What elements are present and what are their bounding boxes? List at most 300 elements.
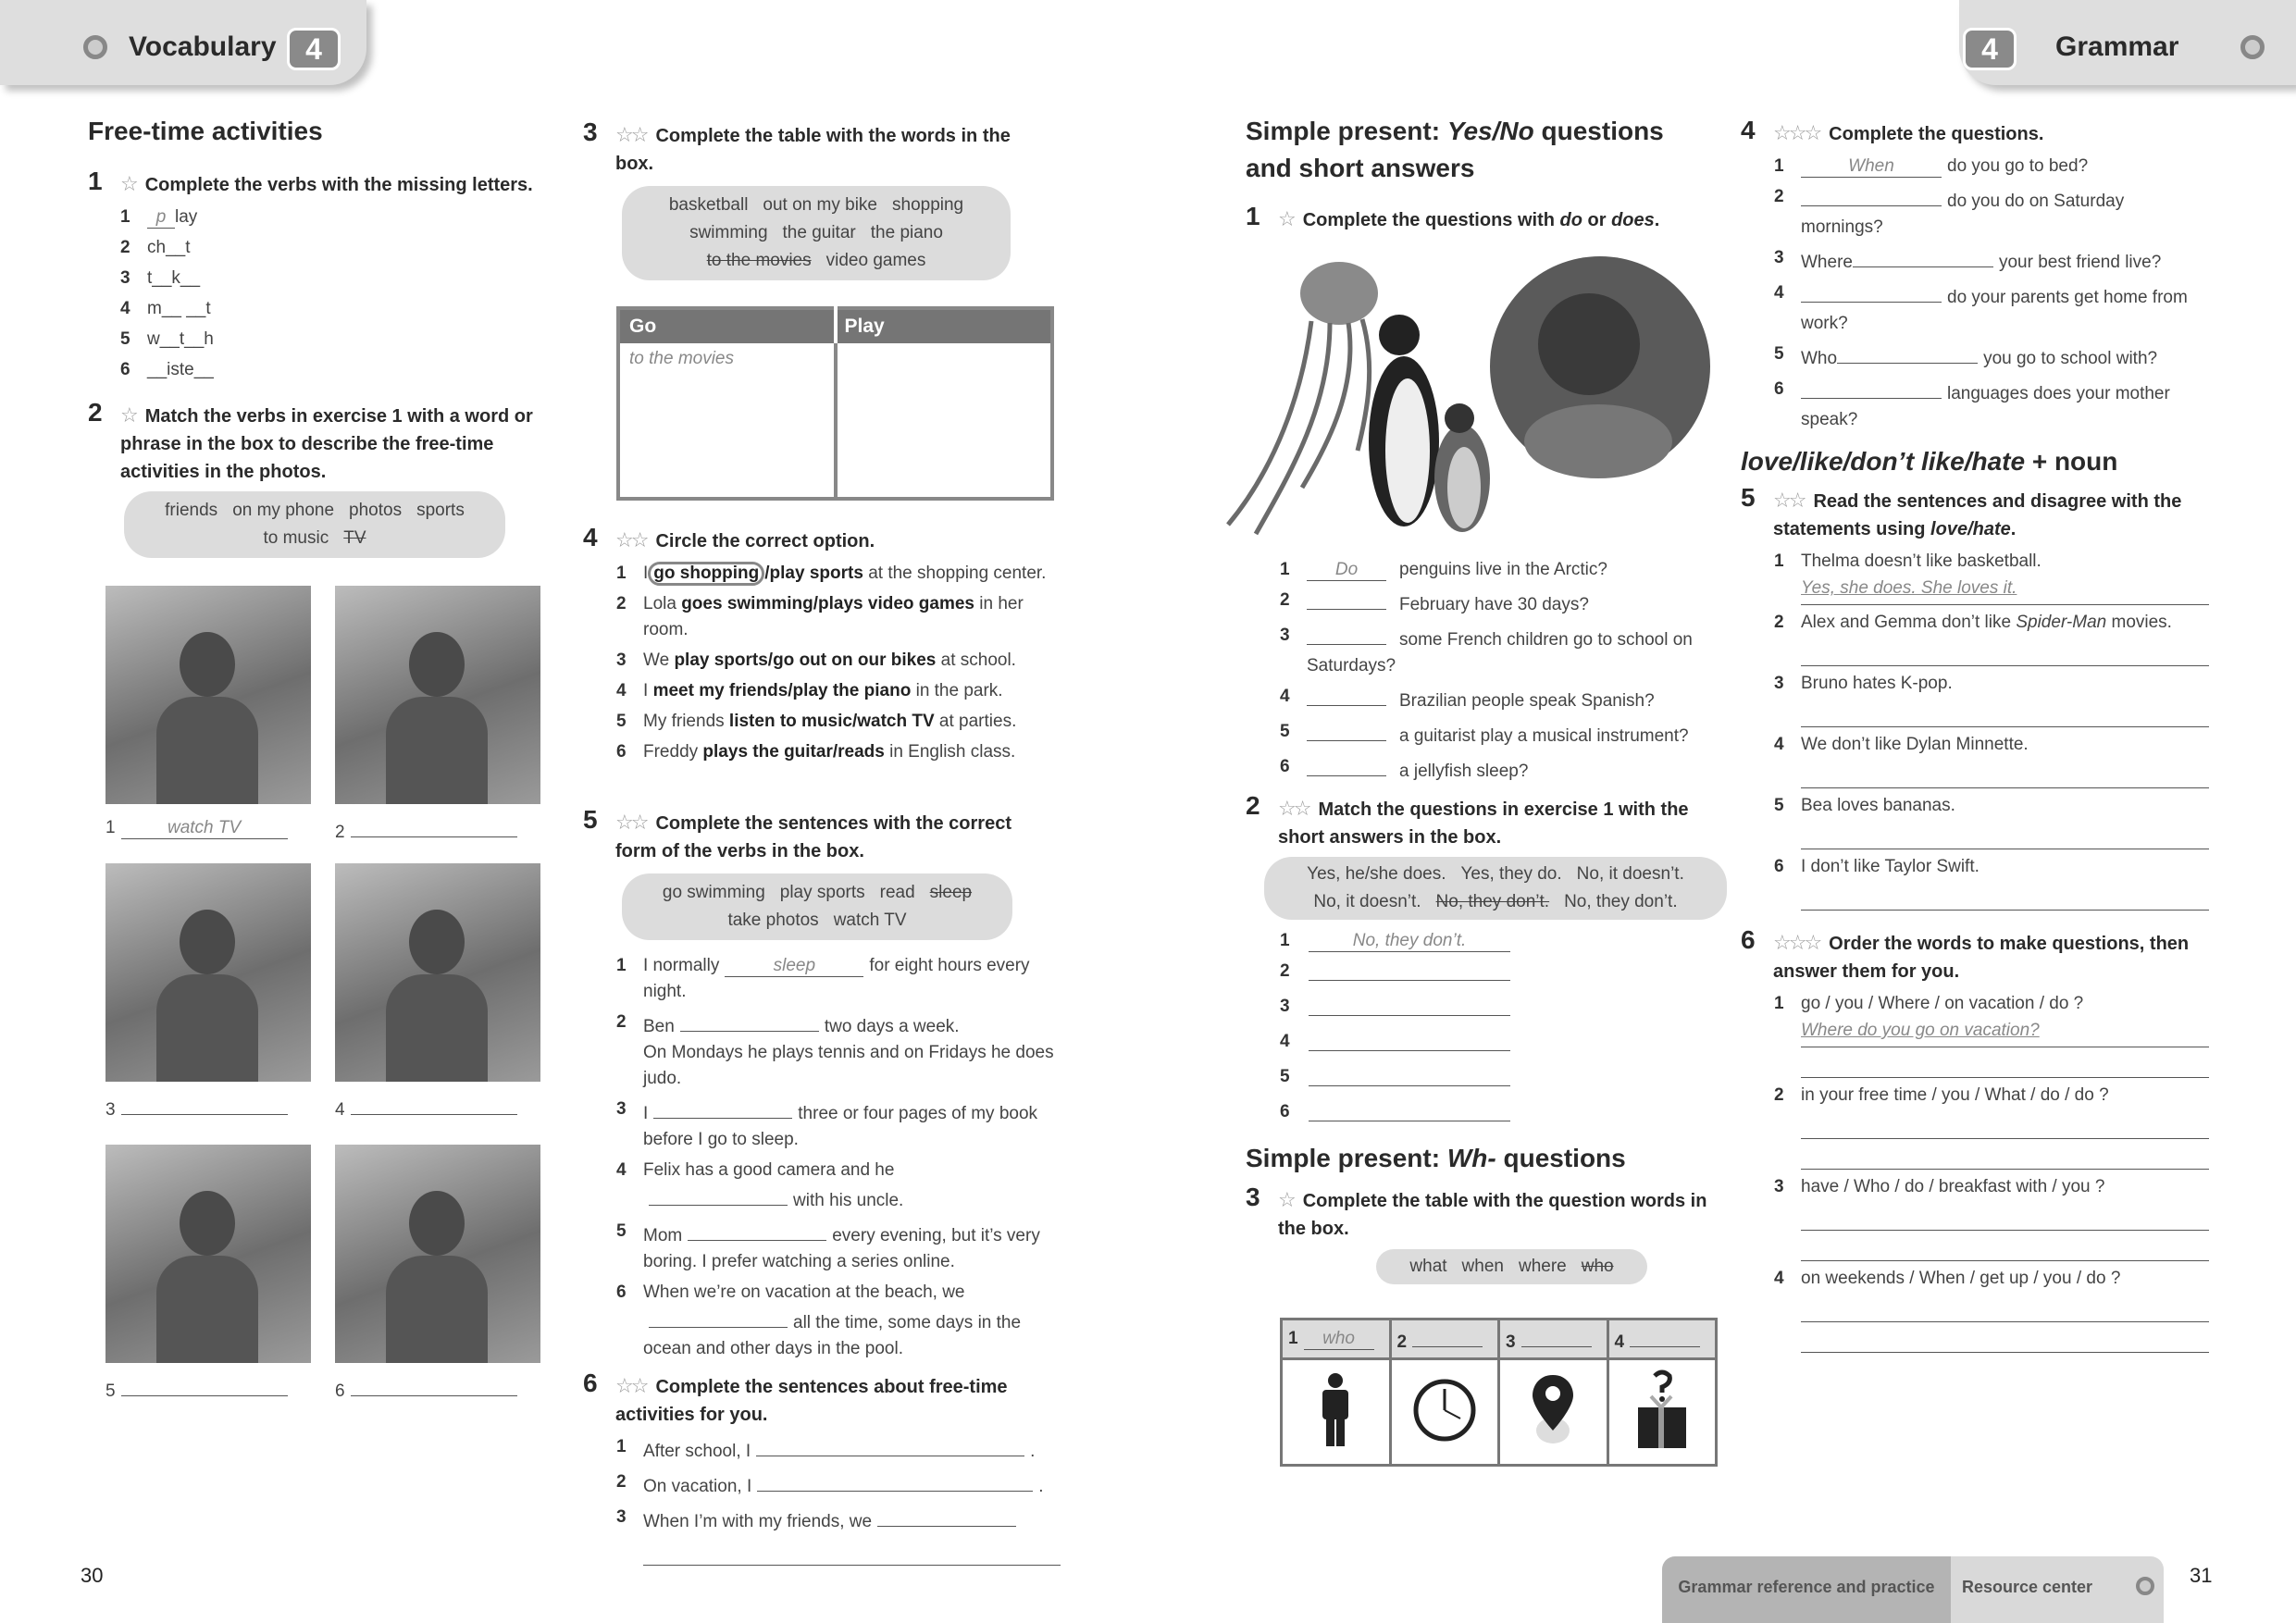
box-word: where <box>1518 1257 1567 1276</box>
item-body <box>1801 253 2161 272</box>
item-text: t__k__ <box>147 268 201 288</box>
item-number: 3 <box>1506 1332 1516 1352</box>
answer-blank[interactable]: p <box>147 206 175 229</box>
list-item <box>616 1280 1061 1362</box>
item-text: questions <box>1533 117 1664 145</box>
answer-line[interactable] <box>1801 1200 2209 1231</box>
answer-line[interactable] <box>643 1535 1061 1566</box>
item-text: questions <box>1496 1144 1626 1172</box>
answer-blank[interactable] <box>1307 623 1386 645</box>
item-number: 5 <box>1774 796 1784 815</box>
item-body <box>1801 551 2042 571</box>
exercise-number: 6 <box>583 1369 598 1397</box>
option-text: /play sports <box>764 564 863 583</box>
item-body <box>1307 1001 1510 1021</box>
answer-line[interactable] <box>1801 697 2209 727</box>
answer-line[interactable] <box>1801 880 2209 911</box>
item-body <box>643 1477 1044 1496</box>
answer-line[interactable] <box>1801 819 2209 849</box>
exercise-number: 4 <box>583 523 598 551</box>
item-body <box>1801 613 2172 632</box>
box-word: basketball <box>668 195 749 215</box>
item-body <box>1801 857 1980 876</box>
item-number: 3 <box>1280 997 1290 1016</box>
answer-blank[interactable] <box>1801 184 1942 206</box>
location-pin-icon <box>1530 1432 1576 1451</box>
ring-icon <box>2136 1577 2154 1595</box>
list-item <box>616 1434 1061 1465</box>
table-cell-play[interactable] <box>836 343 1053 499</box>
exercise-number: 3 <box>1246 1183 1260 1211</box>
exercise-5-instruction <box>1741 483 2222 543</box>
item-number: 1 <box>120 207 130 227</box>
list-item <box>1280 928 1650 954</box>
item-body <box>643 1282 1021 1358</box>
item-text: Complete the verbs with the missing letters. <box>144 175 533 195</box>
difficulty-star-icon: ☆ <box>120 172 136 195</box>
word-box <box>622 186 1011 280</box>
item-body <box>1801 1085 2109 1105</box>
item-text: two days a week. <box>824 1017 960 1036</box>
list-item <box>1774 854 2209 911</box>
table-header-go: Go <box>618 308 836 343</box>
answer-blank[interactable] <box>680 1010 819 1032</box>
person-silhouette <box>409 910 465 974</box>
item-body <box>1801 156 2088 176</box>
difficulty-star-icon: ☆ <box>120 403 136 427</box>
go-play-table <box>616 306 1054 501</box>
box-word: swimming <box>689 223 768 242</box>
illustration-group <box>1200 256 1719 543</box>
box-word: the guitar <box>782 223 856 242</box>
list-item <box>616 648 1061 674</box>
table-header-cell <box>1390 1319 1499 1359</box>
difficulty-star-icon: ☆☆ <box>615 123 647 146</box>
answer-blank[interactable] <box>688 1219 826 1241</box>
list-item <box>1774 1083 2209 1170</box>
item-number: 1 <box>1774 994 1784 1013</box>
item-body <box>643 681 1003 700</box>
answer-blank[interactable] <box>351 1093 517 1115</box>
item-number: 3 <box>1280 626 1290 645</box>
difficulty-star-icon: ☆☆ <box>615 811 647 834</box>
item-text: Alex and Gemma don’t like <box>1801 613 2017 632</box>
answer-blank[interactable] <box>1853 245 1993 267</box>
person-silhouette <box>386 974 488 1082</box>
item-body <box>147 268 200 288</box>
item-text: February have 30 days? <box>1399 595 1589 614</box>
list-item <box>1774 732 2209 788</box>
exercise-number: 1 <box>88 167 103 195</box>
list-item <box>1280 1064 1650 1095</box>
item-number: 5 <box>1774 344 1784 364</box>
answer-blank[interactable] <box>877 1505 1016 1527</box>
photo-grid <box>105 586 540 1414</box>
item-body <box>1307 726 1689 746</box>
list-item <box>120 266 509 291</box>
table-icon-cell <box>1390 1359 1499 1466</box>
item-text: for eight hours every night. <box>643 956 1030 1001</box>
item-body <box>1307 1036 1510 1056</box>
box-word: to the movies <box>706 251 812 270</box>
exercise-3-instruction <box>583 118 1036 178</box>
item-body <box>643 1512 1016 1531</box>
item-text: Bea loves bananas. <box>1801 796 1955 815</box>
italic-text: Wh- <box>1446 1144 1496 1172</box>
option-text: plays the guitar/reads <box>702 742 885 762</box>
answer-blank[interactable] <box>1307 588 1386 610</box>
answer-blank[interactable] <box>1837 341 1978 364</box>
item-text: Circle the correct option. <box>655 531 875 551</box>
item-number: 1 <box>105 818 116 837</box>
item-text: Ben <box>643 1017 675 1036</box>
item-number: 5 <box>616 712 627 731</box>
item-number: 4 <box>120 299 130 318</box>
person-icon <box>1317 1432 1354 1451</box>
box-word: No, they don’t. <box>1435 892 1550 911</box>
photo-caption <box>105 1374 293 1405</box>
item-number: 2 <box>616 594 627 613</box>
list-item <box>616 678 1061 704</box>
item-number: 1 <box>1280 931 1290 950</box>
exercise-number: 2 <box>88 398 103 427</box>
list-item <box>616 1219 1061 1275</box>
answer-blank[interactable] <box>351 815 517 837</box>
exercise-4-list <box>616 561 1061 770</box>
answer-blank[interactable] <box>351 1374 517 1396</box>
section-heading <box>1246 1140 1727 1177</box>
section-heading <box>1246 113 1727 187</box>
box-word: out on my bike <box>763 195 877 215</box>
page-title: Free-time activities <box>88 117 323 145</box>
answer-blank[interactable] <box>649 1306 788 1328</box>
list-item <box>616 1505 1061 1566</box>
grammar-tab <box>1959 0 2296 85</box>
resource-center-tab[interactable]: Resource center <box>1951 1556 2127 1623</box>
list-item <box>616 739 1061 765</box>
exercise-number: 2 <box>1246 791 1260 820</box>
answer-blank[interactable] <box>1309 1029 1510 1051</box>
list-item <box>1774 991 2209 1078</box>
item-text: On vacation, I <box>643 1477 752 1496</box>
exercise-1-list <box>1280 557 1724 789</box>
list-item <box>120 296 509 322</box>
item-text: I <box>643 564 649 583</box>
box-word: sleep <box>929 883 973 902</box>
answer-line[interactable] <box>1801 758 2209 788</box>
item-text: at the shopping center. <box>863 564 1047 583</box>
item-number: 2 <box>1774 187 1784 206</box>
item-body <box>1801 192 2124 237</box>
item-text: Simple present: <box>1246 117 1447 145</box>
item-text: Lola <box>643 594 682 613</box>
item-number: 2 <box>1396 1332 1408 1352</box>
item-body <box>1307 762 1528 781</box>
item-body <box>1307 691 1655 711</box>
exercise-6-list <box>1774 991 2209 1357</box>
answer-blank[interactable] <box>121 1374 288 1396</box>
activity-photo-2 <box>335 586 540 804</box>
item-text: Complete the table with the question words in the box. <box>1278 1191 1707 1239</box>
italic-text: does <box>1611 210 1655 230</box>
option-text: play sports/go out on our bikes <box>674 650 937 670</box>
box-word: when <box>1461 1257 1504 1276</box>
list-item <box>1280 1029 1650 1059</box>
item-text: Order the words to make questions, then answer them for you. <box>1773 934 2190 982</box>
item-text: three or four pages of my book before I go to sleep. <box>643 1104 1038 1149</box>
answer-line[interactable] <box>1801 1139 2209 1170</box>
item-number: 6 <box>616 742 627 762</box>
answer-line[interactable]: Where do you go on vacation? <box>1801 1017 2209 1047</box>
answer-line[interactable] <box>1801 1047 2209 1078</box>
answer-line[interactable] <box>1801 1109 2209 1139</box>
list-item <box>616 953 1061 1005</box>
item-text: with his uncle. <box>793 1191 904 1210</box>
item-number: 1 <box>616 564 627 583</box>
item-number: 5 <box>1280 1067 1290 1086</box>
item-text: penguins live in the Arctic? <box>1399 560 1607 579</box>
answer-line[interactable]: Yes, she does. She loves it. <box>1801 575 2209 605</box>
answer-blank[interactable]: who <box>1304 1328 1374 1350</box>
item-number: 1 <box>1288 1329 1298 1348</box>
item-body <box>1307 931 1510 950</box>
item-text: a guitarist play a musical instrument? <box>1399 726 1689 746</box>
item-number: 2 <box>120 238 130 257</box>
answer-blank[interactable] <box>1309 994 1510 1016</box>
answer-blank[interactable] <box>649 1183 788 1206</box>
option-text: meet my friends/play the piano <box>652 681 912 700</box>
item-text: We don’t like Dylan Minnette. <box>1801 735 2029 754</box>
answer-blank[interactable]: Do <box>1307 559 1386 581</box>
difficulty-star-icon: ☆☆ <box>615 1374 647 1397</box>
list-item <box>120 235 509 261</box>
answer-blank[interactable] <box>1801 280 1942 303</box>
item-text: languages does your mother speak? <box>1801 384 2170 429</box>
exercise-number: 4 <box>1741 116 1756 144</box>
item-number: 3 <box>105 1100 116 1120</box>
photo-caption <box>105 1093 293 1123</box>
item-text: every evening, but it’s very boring. I prefer watching a series online. <box>643 1226 1040 1271</box>
item-number: 2 <box>1280 961 1290 981</box>
exercise-number: 1 <box>1246 202 1260 230</box>
item-text: in English class. <box>884 742 1016 762</box>
item-text: have / Who / do / breakfast with / you ? <box>1801 1177 2105 1196</box>
item-text: in the park. <box>911 681 1003 700</box>
box-word: to music <box>263 528 329 548</box>
item-text: on weekends / When / get up / you / do ? <box>1801 1269 2121 1288</box>
jellyfish-photo <box>1228 262 1378 534</box>
item-number: 1 <box>1774 551 1784 571</box>
italic-text: love/like/don’t like/hate <box>1741 447 2026 476</box>
item-body <box>147 238 190 257</box>
list-item <box>1280 557 1724 583</box>
item-text: + noun <box>2025 447 2118 476</box>
person-silhouette <box>156 1256 258 1363</box>
item-text: at school. <box>936 650 1016 670</box>
item-number: 4 <box>616 681 627 700</box>
table-icon-cell <box>1607 1359 1717 1466</box>
item-text: Where <box>1801 253 1853 272</box>
item-body <box>643 1104 1037 1149</box>
list-item <box>1774 184 2209 241</box>
item-text: __iste__ <box>147 360 214 379</box>
list-item <box>616 561 1061 587</box>
list-item <box>1280 994 1650 1024</box>
difficulty-star-icon: ☆ <box>1278 1188 1294 1211</box>
exercise-1-instruction <box>88 167 569 199</box>
item-number: 3 <box>1774 248 1784 267</box>
item-text: all the time, some days in the ocean and other days in the pool. <box>643 1313 1022 1358</box>
grammar-reference-tab[interactable]: Grammar reference and practice <box>1662 1556 1951 1623</box>
activity-photo-4 <box>335 863 540 1082</box>
item-text: Complete the table with the words in the box. <box>615 126 1011 174</box>
list-item <box>616 709 1061 735</box>
difficulty-star-icon: ☆☆ <box>1773 489 1805 512</box>
answer-blank[interactable] <box>757 1469 1033 1492</box>
difficulty-star-icon: ☆ <box>1278 207 1294 230</box>
item-body <box>643 1017 1054 1088</box>
list-item <box>616 591 1061 643</box>
list-item <box>1280 719 1724 750</box>
item-text: I normally <box>643 956 720 975</box>
answer-blank[interactable]: watch TV <box>121 817 288 839</box>
list-item <box>616 1158 1061 1214</box>
item-number: 2 <box>616 1472 627 1492</box>
box-word: on my phone <box>232 501 335 520</box>
answer-blank[interactable]: No, they don’t. <box>1309 930 1510 952</box>
item-text: I <box>643 1104 649 1123</box>
answer-line[interactable] <box>1801 636 2209 666</box>
item-text: Complete the questions. <box>1829 124 2044 144</box>
box-word: friends <box>165 501 218 520</box>
list-item <box>1280 754 1724 785</box>
clock-icon <box>1412 1428 1477 1446</box>
item-text: Freddy <box>643 742 703 762</box>
answer-line[interactable] <box>1801 1292 2209 1322</box>
photo-caption <box>335 1093 523 1123</box>
item-number: 5 <box>1280 722 1290 741</box>
person-silhouette <box>180 910 235 974</box>
item-body <box>643 742 1015 762</box>
answer-blank[interactable] <box>653 1096 792 1119</box>
answer-blank[interactable] <box>1307 719 1386 741</box>
answer-blank[interactable] <box>1630 1325 1700 1347</box>
answer-blank[interactable] <box>121 1093 288 1115</box>
table-cell-go[interactable]: to the movies <box>618 343 836 499</box>
item-text: My friends <box>643 712 729 731</box>
box-word: Yes, he/she does. <box>1307 864 1446 884</box>
answer-blank[interactable] <box>1307 754 1386 776</box>
item-body <box>1801 1269 2120 1288</box>
unit-badge: 4 <box>287 28 341 70</box>
difficulty-star-icon: ☆☆ <box>615 528 647 551</box>
answer-blank[interactable] <box>1309 959 1510 981</box>
item-text: We <box>643 650 675 670</box>
item-number: 2 <box>1280 590 1290 610</box>
item-body <box>1307 966 1510 985</box>
section-label: Vocabulary <box>129 31 277 62</box>
item-number: 5 <box>616 1221 627 1241</box>
item-number: 1 <box>616 1437 627 1456</box>
answer-blank[interactable] <box>1307 684 1386 706</box>
answer-blank[interactable] <box>1309 1064 1510 1086</box>
word-box <box>1264 857 1727 920</box>
item-text: After school, I <box>643 1442 751 1461</box>
item-number: 6 <box>1774 857 1784 876</box>
item-body <box>1801 349 2157 368</box>
item-text: Match the questions in exercise 1 with the short answers in the box. <box>1278 799 1689 848</box>
item-number: 1 <box>616 956 627 975</box>
answer-line[interactable] <box>1801 1322 2209 1353</box>
difficulty-star-icon: ☆☆☆ <box>1773 931 1820 954</box>
item-body <box>147 360 214 379</box>
item-number: 4 <box>1280 1032 1290 1051</box>
box-word: watch TV <box>833 911 907 930</box>
list-item <box>1774 1174 2209 1261</box>
answer-blank[interactable] <box>1801 377 1942 399</box>
item-text: Match the verbs in exercise 1 with a word or phrase in the box to describe the free-time activities in the photos. <box>120 406 533 482</box>
list-item <box>1280 588 1724 618</box>
box-word: play sports <box>779 883 865 902</box>
exercise-6-instruction <box>1741 925 2222 985</box>
exercise-number: 6 <box>1741 925 1756 954</box>
exercise-number: 3 <box>583 118 598 146</box>
photo-caption <box>335 1374 523 1405</box>
exercise-2-instruction <box>1246 791 1727 851</box>
item-text: m__ __t <box>147 299 211 318</box>
answer-blank[interactable] <box>1412 1325 1483 1347</box>
item-text: Complete the sentences about free-time activities for you. <box>615 1377 1008 1425</box>
section-label: Grammar <box>2055 31 2179 62</box>
ring-icon <box>83 35 107 59</box>
section-heading <box>1741 443 2240 480</box>
exercise-1-list <box>120 204 509 388</box>
option-text: listen to music/watch TV <box>728 712 935 731</box>
item-body <box>1801 796 1955 815</box>
item-text: do you do on Saturday mornings? <box>1801 192 2125 237</box>
item-body <box>1801 735 2029 754</box>
item-number: 2 <box>1774 1085 1784 1105</box>
item-text: at parties. <box>934 712 1017 731</box>
item-body <box>643 712 1016 731</box>
item-text: in your free time / you / What / do / do ? <box>1801 1085 2109 1105</box>
person-silhouette <box>386 697 488 804</box>
answer-blank[interactable] <box>1309 1099 1510 1121</box>
exercise-2-instruction <box>88 398 551 486</box>
answer-blank[interactable]: sleep <box>725 955 863 977</box>
item-number: 1 <box>1774 156 1784 176</box>
box-word: sports <box>416 501 465 520</box>
exercise-number: 5 <box>1741 483 1756 512</box>
item-text: in her room. <box>643 594 1024 639</box>
answer-blank[interactable]: When <box>1801 155 1942 178</box>
answer-line[interactable] <box>1801 1231 2209 1261</box>
person-silhouette <box>409 1191 465 1256</box>
italic-text: love/hate <box>1930 519 2011 539</box>
answer-blank[interactable] <box>1521 1325 1592 1347</box>
item-number: 3 <box>1774 674 1784 693</box>
activity-photo-6 <box>335 1145 540 1363</box>
item-body <box>1307 1107 1510 1126</box>
item-body <box>643 650 1016 670</box>
item-text: your best friend live? <box>1998 253 2162 272</box>
answer-blank[interactable] <box>756 1434 1024 1456</box>
word-box <box>1376 1249 1647 1284</box>
activity-photo-3 <box>105 863 311 1082</box>
box-word: TV <box>343 528 366 548</box>
person-silhouette <box>156 697 258 804</box>
item-number: 3 <box>616 1507 627 1527</box>
